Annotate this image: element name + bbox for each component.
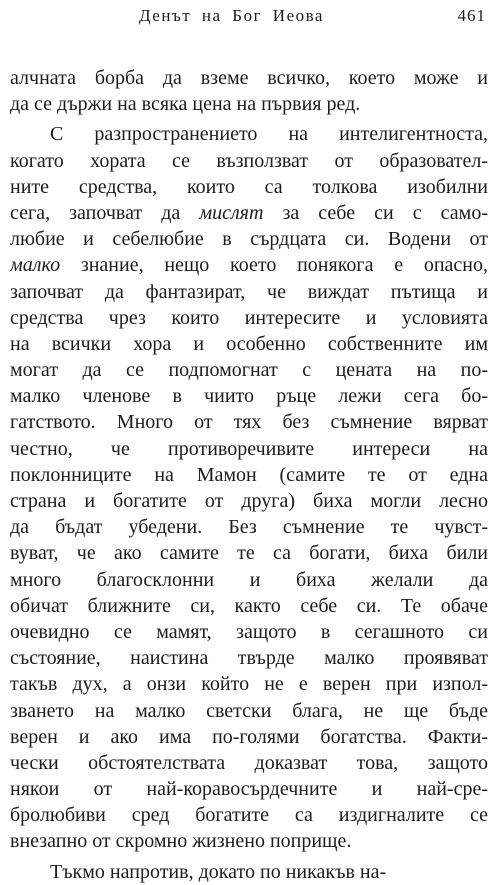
text-line: честно, че противоречивите интереси на xyxy=(10,437,488,460)
text-line: вуват, че ако самите те са богати, биха били xyxy=(10,542,488,565)
paragraph xyxy=(10,65,488,117)
text-line: състояние, наистина твърде малко проявяват xyxy=(10,647,488,670)
text-line: могат да се подпомогнат с цената на по- xyxy=(10,359,488,382)
text-line: обичат ближните си, както себе си. Те обаче xyxy=(10,594,488,617)
text-line: очевидно се мамят, защото в сегашното си xyxy=(10,620,488,643)
text-line: някои от най-коравосърдечните и най-сре- xyxy=(10,778,488,801)
text-line: да бъдат убедени. Без съмнение те чувст- xyxy=(10,516,488,539)
text-line: С разпространението на интелигентноста, xyxy=(50,123,488,146)
text-line: страна и богатите от друга) биха могли лесно xyxy=(10,490,488,512)
text-line: ните средства, които са толкова изобилни xyxy=(10,175,488,198)
text-line: алчната борба да вземе всичко, което може и xyxy=(10,67,488,89)
text-line: любие и себелюбие в сърдцата си. Водени от xyxy=(10,228,488,251)
text-line: да се държи на всяка цена на първия ред. xyxy=(10,93,361,116)
text-line: Тъкмо напротив, докато по никакъв на- xyxy=(50,860,387,883)
paragraph xyxy=(10,121,488,854)
text-line xyxy=(10,200,488,226)
body-text xyxy=(10,65,488,885)
text-line: чески обстоятелствата доказват това, защото xyxy=(10,751,488,774)
text-line: на всички хора и особенно собственните им xyxy=(10,332,488,355)
text-line: верен и ако има по-голями богатства. Факти- xyxy=(10,725,488,748)
emphasized-text: мислят xyxy=(199,201,264,224)
text-line: зването на малко светски блага, не ще бъде xyxy=(10,699,488,722)
text-line xyxy=(10,252,488,278)
running-header-title: Денът на Бог Иеова xyxy=(139,6,324,25)
text-segment: сега, започват да xyxy=(10,201,200,224)
text-segment: знание, нещо което понякога е опасно, xyxy=(60,254,488,277)
text-line: гатството. Много от тях без съмнение вярват xyxy=(10,411,488,434)
running-header xyxy=(0,4,500,28)
text-line: поклонниците на Мамон (самите те от една xyxy=(10,463,488,486)
page-number: 461 xyxy=(457,6,486,25)
text-line: когато хората се възползват от образовател- xyxy=(10,149,488,172)
text-line: много благосклонни и биха желали да xyxy=(10,568,488,591)
text-segment: за себе си с само- xyxy=(263,201,488,224)
paragraph xyxy=(10,859,488,885)
emphasized-text: малко xyxy=(10,254,61,277)
text-line: такъв дух, а онзи който не е верен при изпол- xyxy=(10,673,488,696)
text-line: бролюбиви сред богатите са издигналите се xyxy=(10,804,488,827)
text-line: започват да фантазират, че виждат пътища и xyxy=(10,280,488,303)
text-line: малко членове в чиито ръце лежи сега бо- xyxy=(10,385,488,408)
text-line: внезапно от скромно жизнено поприще. xyxy=(10,830,352,853)
text-line: средства чрез които интересите и условията xyxy=(10,306,488,329)
